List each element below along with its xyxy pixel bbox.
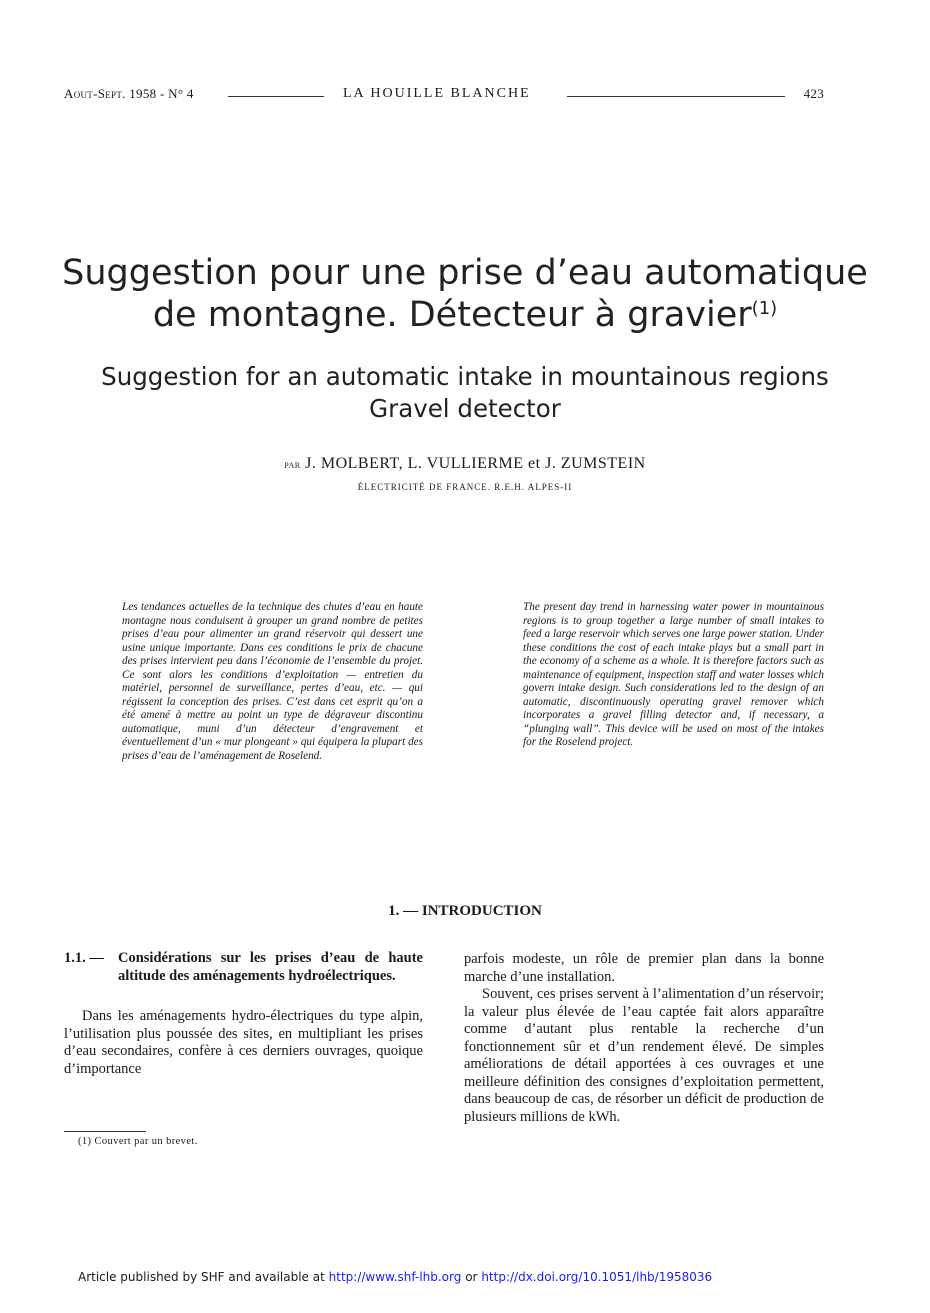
title-french-line2 (30, 294, 900, 336)
header-rule-left (228, 96, 324, 97)
section-heading: 1. — INTRODUCTION (388, 903, 542, 919)
issue-info: Aout-Sept. 1958 - N° 4 (64, 86, 194, 101)
body-paragraph-right-1: parfois modeste, un rôle de premier plan dans la bonne marche d’une installation. (464, 951, 824, 985)
authors (0, 455, 930, 473)
running-head (64, 86, 824, 106)
abstract-french: Les tendances actuelles de la technique des chutes d’eau en haute montagne nous conduisent à grouper un grand nombre de petites prises d’eau pour alimenter un grand réservoir qui dessert une usine unique importante. Dans ces conditions le prix de chacune des prises intervient peu dans l’économie de l’ensemble du projet. Ce sont alors les conditions d’exploitation — entretien du matériel, personnel de surveillance, pertes d’eau, etc. — qui régissent la conception des prises. C’est dans cet esprit qu’on a été amené à mettre au point un type de dégraveur discontinu automatique, muni d’un détecteur d’engravement et éventuellement d’un « mur plongeant » qui équipera la plupart des prises d’eau de l’aménagement de Roselend. (122, 601, 423, 762)
title-english (30, 361, 900, 425)
page-number: 423 (803, 86, 824, 101)
journal-name: LA HOUILLE BLANCHE (343, 86, 531, 101)
header-rule-right (567, 96, 785, 97)
subsection-heading (64, 949, 423, 985)
footnote-rule (64, 1131, 146, 1132)
title-french (30, 252, 900, 336)
footnote: (1) Couvert par un brevet. (78, 1136, 198, 1147)
abstract-english: The present day trend in harnessing water power in mountainous regions is to group together a large number of small intakes to feed a large reservoir which serves one large power station. Under these conditions the cost of each intake plays but a small part in the economy of a scheme as a whole. It is therefore factors such as maintenance of equipment, inspection staff and water losses which govern intake design. Such considerations led to the design of an automatic, discontinuously operating gravel remover which incorporates a gravel filling detector and, if necessary, a “plunging wall”. This device will be used on most of the intakes for the Roselend project. (523, 601, 824, 748)
column-left (64, 949, 423, 1078)
authors-prefix: par (284, 457, 301, 471)
footer-link-shf[interactable]: http://www.shf-lhb.org (328, 1270, 462, 1284)
footnote-marker: (1) (751, 298, 778, 319)
title-english-line1: Suggestion for an automatic intake in mountainous regions (101, 362, 829, 391)
footer-text: Article published by SHF and available at (78, 1270, 325, 1284)
footer-link-doi[interactable]: http://dx.doi.org/10.1051/lhb/1958036 (481, 1270, 713, 1284)
subsection-number: 1.1. — (64, 950, 104, 966)
body-paragraph-right-2: Souvent, ces prises servent à l’alimentation d’un réservoir; la valeur plus élevée de l’eau captée fait alors apparaître comme d’autant plus rentable la recherche d’un fonctionnement sûr et d’un rendement élevé. De simples améliorations de détail apportées à ces ouvrages et une meilleure définition des consignes d’exploitation permettent, dans beaucoup de cas, de résorber un déficit de production de plusieurs millions de kWh. (464, 986, 824, 1125)
title-french-line2-text: de montagne. Détecteur à gravier (152, 295, 752, 335)
column-right (464, 951, 824, 1126)
author-names: J. MOLBERT, L. VULLIERME et J. ZUMSTEIN (305, 455, 646, 472)
affiliation: ÉLECTRICITÉ DE FRANCE. R.E.H. ALPES-II (357, 482, 573, 492)
footer-connector: or (465, 1270, 478, 1284)
title-french-line1: Suggestion pour une prise d’eau automatique (62, 253, 868, 293)
title-english-line2: Gravel detector (369, 394, 561, 423)
publication-footer (78, 1270, 712, 1284)
subsection-title: Considérations sur les prises d’eau de haute altitude des aménagements hydroélectriques. (118, 950, 423, 984)
body-paragraph-left: Dans les aménagements hydro-électriques du type alpin, l’utilisation plus poussée des sites, en multipliant les prises d’eau secondaires, confère à ces derniers ouvrages, quoique d’importance (64, 1008, 423, 1077)
